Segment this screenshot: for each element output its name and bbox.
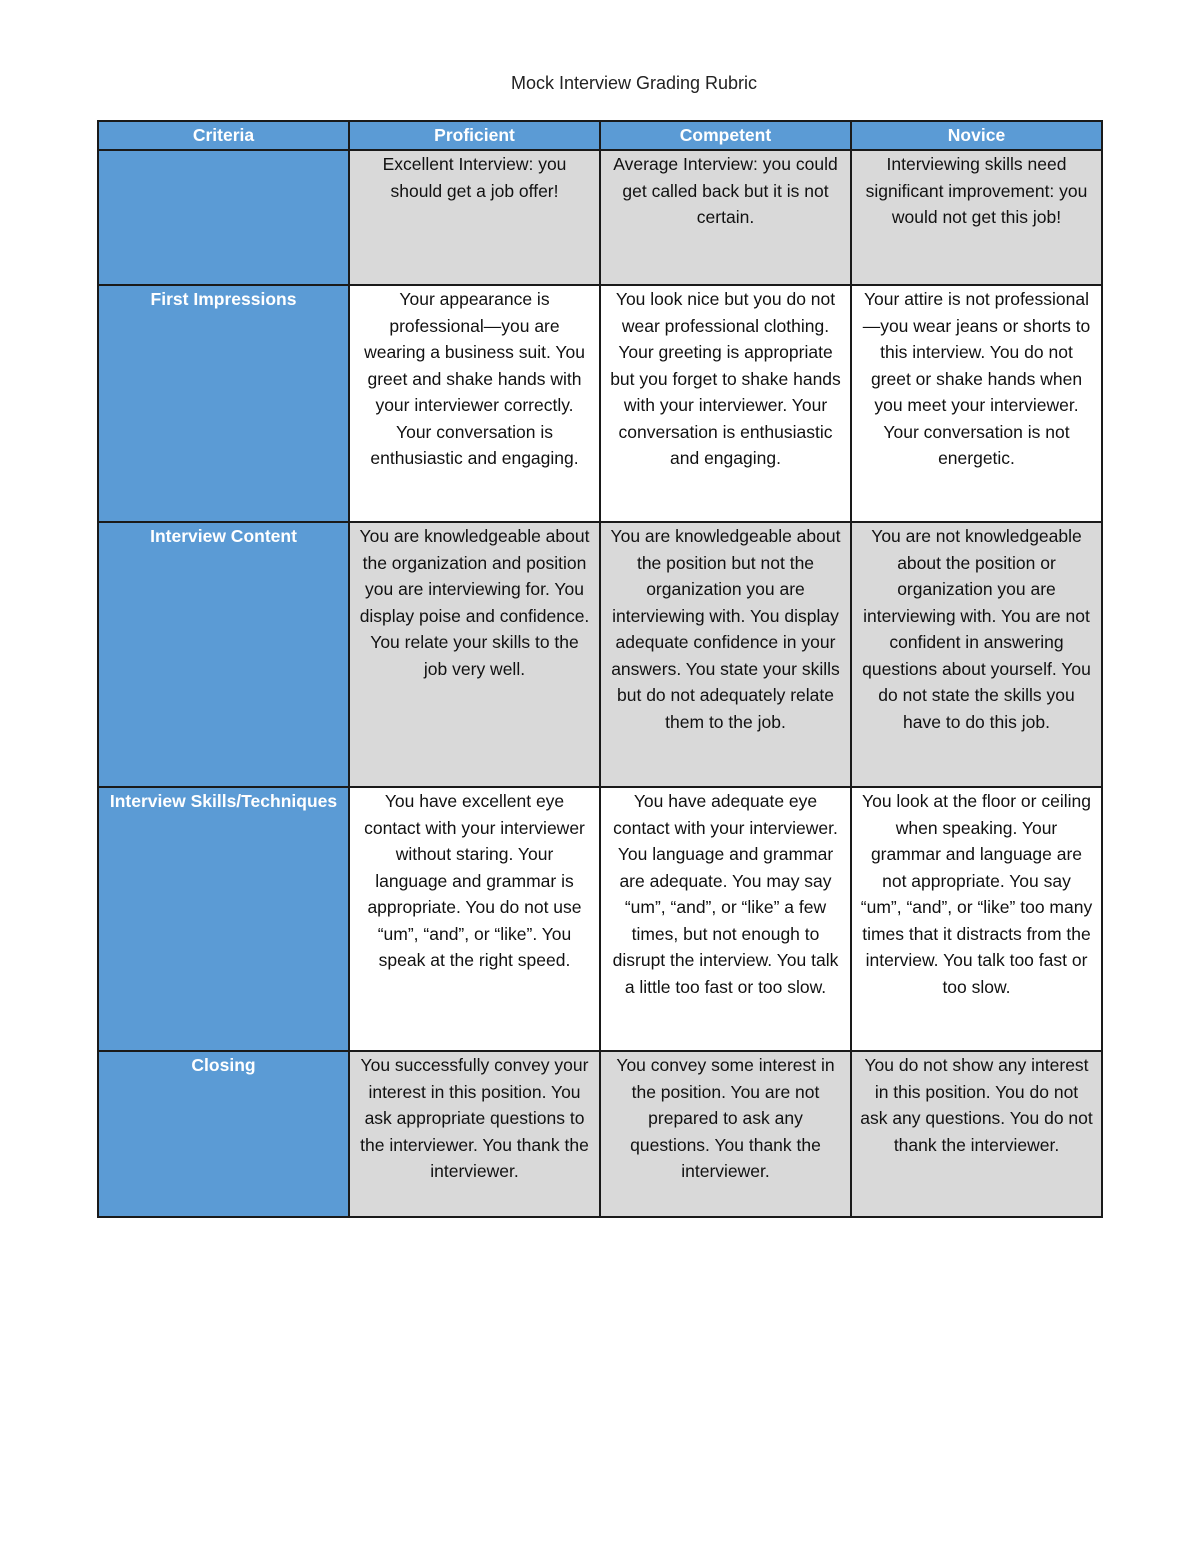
table-row — [98, 787, 1102, 1051]
competent-cell: You look nice but you do not wear professional clothing. Your greeting is appropriate but you forget to shake hands with your interviewer. Your conversation is enthusiastic and engaging. — [600, 285, 851, 522]
competent-cell: You are knowledgeable about the position but not the organization you are interviewing with. You display adequate confidence in your answers. You state your skills but do not adequately relate them to the job. — [600, 522, 851, 787]
rubric-table — [97, 120, 1103, 1218]
competent-cell: You convey some interest in the position. You are not prepared to ask any questions. You thank the interviewer. — [600, 1051, 851, 1217]
novice-cell: Interviewing skills need significant improvement: you would not get this job! — [851, 150, 1102, 285]
proficient-cell: Excellent Interview: you should get a job offer! — [349, 150, 600, 285]
novice-cell: Your attire is not professional—you wear jeans or shorts to this interview. You do not greet or shake hands when you meet your interviewer. Your conversation is not energetic. — [851, 285, 1102, 522]
proficient-cell: You successfully convey your interest in this position. You ask appropriate questions to the interviewer. You thank the interviewer. — [349, 1051, 600, 1217]
header-competent: Competent — [600, 121, 851, 150]
criteria-cell — [98, 150, 349, 285]
criteria-cell: Interview Skills/Techniques — [98, 787, 349, 1051]
table-row — [98, 522, 1102, 787]
table-row — [98, 150, 1102, 285]
novice-cell: You are not knowledgeable about the position or organization you are interviewing with. You are not confident in answering questions about yourself. You do not state the skills you have to do this job. — [851, 522, 1102, 787]
header-novice: Novice — [851, 121, 1102, 150]
criteria-cell: Interview Content — [98, 522, 349, 787]
competent-cell: You have adequate eye contact with your interviewer. You language and grammar are adequate. You may say “um”, “and”, or “like” a few times, but not enough to disrupt the interview. You talk a little too fast or too slow. — [600, 787, 851, 1051]
table-row — [98, 1051, 1102, 1217]
proficient-cell: Your appearance is professional—you are wearing a business suit. You greet and shake hands with your interviewer correctly. Your conversation is enthusiastic and engaging. — [349, 285, 600, 522]
proficient-cell: You have excellent eye contact with your interviewer without staring. Your language and grammar is appropriate. You do not use “um”, “and”, or “like”. You speak at the right speed. — [349, 787, 600, 1051]
novice-cell: You look at the floor or ceiling when speaking. Your grammar and language are not appropriate. You say “um”, “and”, or “like” too many times that it distracts from the interview. You talk too fast or too slow. — [851, 787, 1102, 1051]
novice-cell: You do not show any interest in this position. You do not ask any questions. You do not thank the interviewer. — [851, 1051, 1102, 1217]
page-title: Mock Interview Grading Rubric — [510, 73, 758, 93]
competent-cell: Average Interview: you could get called back but it is not certain. — [600, 150, 851, 285]
criteria-cell: Closing — [98, 1051, 349, 1217]
header-criteria: Criteria — [98, 121, 349, 150]
proficient-cell: You are knowledgeable about the organization and position you are interviewing for. You display poise and confidence. You relate your skills to the job very well. — [349, 522, 600, 787]
header-row — [98, 121, 1102, 150]
criteria-cell: First Impressions — [98, 285, 349, 522]
table-row — [98, 285, 1102, 522]
header-proficient: Proficient — [349, 121, 600, 150]
